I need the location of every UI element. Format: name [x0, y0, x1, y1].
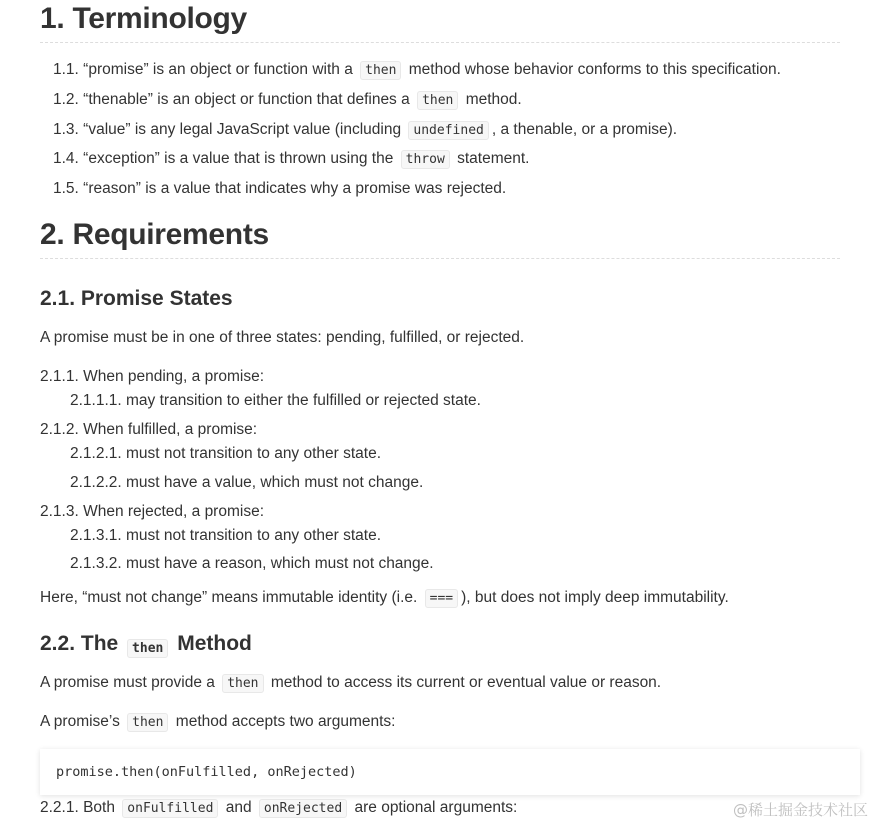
state-fulfilled-sub: 2.1.2.2. must have a value, which must not change. [70, 474, 424, 491]
inline-code: === [425, 589, 458, 608]
heading-text: Method [177, 632, 252, 655]
item-text: method whose behavior conforms to this specification. [408, 61, 781, 78]
item-text: “exception” is a value that is thrown using the [83, 150, 394, 168]
para-text: method to access its current or eventual value or reason. [270, 674, 662, 691]
item-text: “reason” is a value that indicates why a promise was rejected. [83, 180, 507, 198]
promise-states-list [40, 368, 840, 410]
state-fulfilled-block [40, 421, 840, 492]
item-number: 1.1. [53, 61, 79, 78]
then-method-p2 [40, 713, 395, 731]
state-fulfilled-sub: 2.1.2.1. must not transition to any other state. [70, 445, 382, 462]
then-method-heading [40, 632, 252, 656]
then-method-item-2-2-1 [40, 799, 517, 817]
list-item [53, 121, 840, 140]
state-rejected-block [40, 503, 840, 573]
inline-code: undefined [408, 121, 488, 140]
item-text: method. [465, 90, 522, 108]
list-item [53, 61, 840, 80]
item-number: 1.5. [53, 180, 79, 198]
state-fulfilled-label: 2.1.2. When fulfilled, a promise: [40, 421, 258, 438]
state-rejected-sub: 2.1.3.1. must not transition to any other state. [70, 527, 382, 544]
list-item [53, 91, 840, 110]
inline-code: then [127, 639, 168, 658]
item-number: 1.2. [53, 90, 79, 108]
item-text: “value” is any legal JavaScript value (including [83, 120, 402, 138]
item-text: “promise” is an object or function with a [83, 61, 353, 78]
code-block: promise.then(onFulfilled, onRejected) [40, 749, 860, 795]
para-text: A promise must provide a [40, 674, 215, 691]
requirements-heading: 2. Requirements [40, 218, 840, 259]
promise-states-heading: 2.1. Promise States [40, 287, 233, 310]
inline-code: then [417, 91, 458, 110]
list-item [53, 180, 840, 198]
inline-code: then [222, 674, 263, 693]
inline-code: onRejected [259, 799, 347, 818]
state-rejected-sub: 2.1.3.2. must have a reason, which must not change. [70, 555, 434, 572]
note-text: Here, “must not change” means immutable identity (i.e. [40, 589, 418, 606]
terminology-list [53, 61, 840, 198]
item-text: , a thenable, or a promise). [491, 120, 678, 138]
item-text: are optional arguments: [354, 799, 518, 816]
item-text: statement. [457, 150, 530, 168]
terminology-heading: 1. Terminology [40, 0, 840, 43]
list-item [53, 150, 840, 169]
item-text: “thenable” is an object or function that defines a [83, 90, 410, 108]
immutability-note [40, 589, 729, 607]
watermark: @稀土掘金技术社区 [732, 801, 868, 819]
state-pending-sub: 2.1.1.1. may transition to either the fulfilled or rejected state. [70, 392, 481, 409]
inline-code: then [127, 713, 168, 732]
heading-text: 2.2. The [40, 632, 119, 655]
inline-code: then [360, 61, 401, 80]
item-text: and [225, 799, 252, 816]
promise-states-intro: A promise must be in one of three states: pending, fulfilled, or rejected. [40, 329, 525, 346]
state-rejected-label: 2.1.3. When rejected, a promise: [40, 503, 265, 520]
inline-code: throw [401, 150, 450, 169]
inline-code: onFulfilled [122, 799, 218, 818]
item-number: 1.3. [53, 120, 79, 138]
item-number: 1.4. [53, 150, 79, 168]
state-pending-label: 2.1.1. When pending, a promise: [40, 368, 265, 385]
para-text: method accepts two arguments: [175, 713, 396, 730]
para-text: A promise’s [40, 713, 120, 730]
note-text: ), but does not imply deep immutability. [461, 589, 729, 606]
item-text: 2.2.1. Both [40, 799, 115, 816]
then-method-p1 [40, 674, 661, 692]
